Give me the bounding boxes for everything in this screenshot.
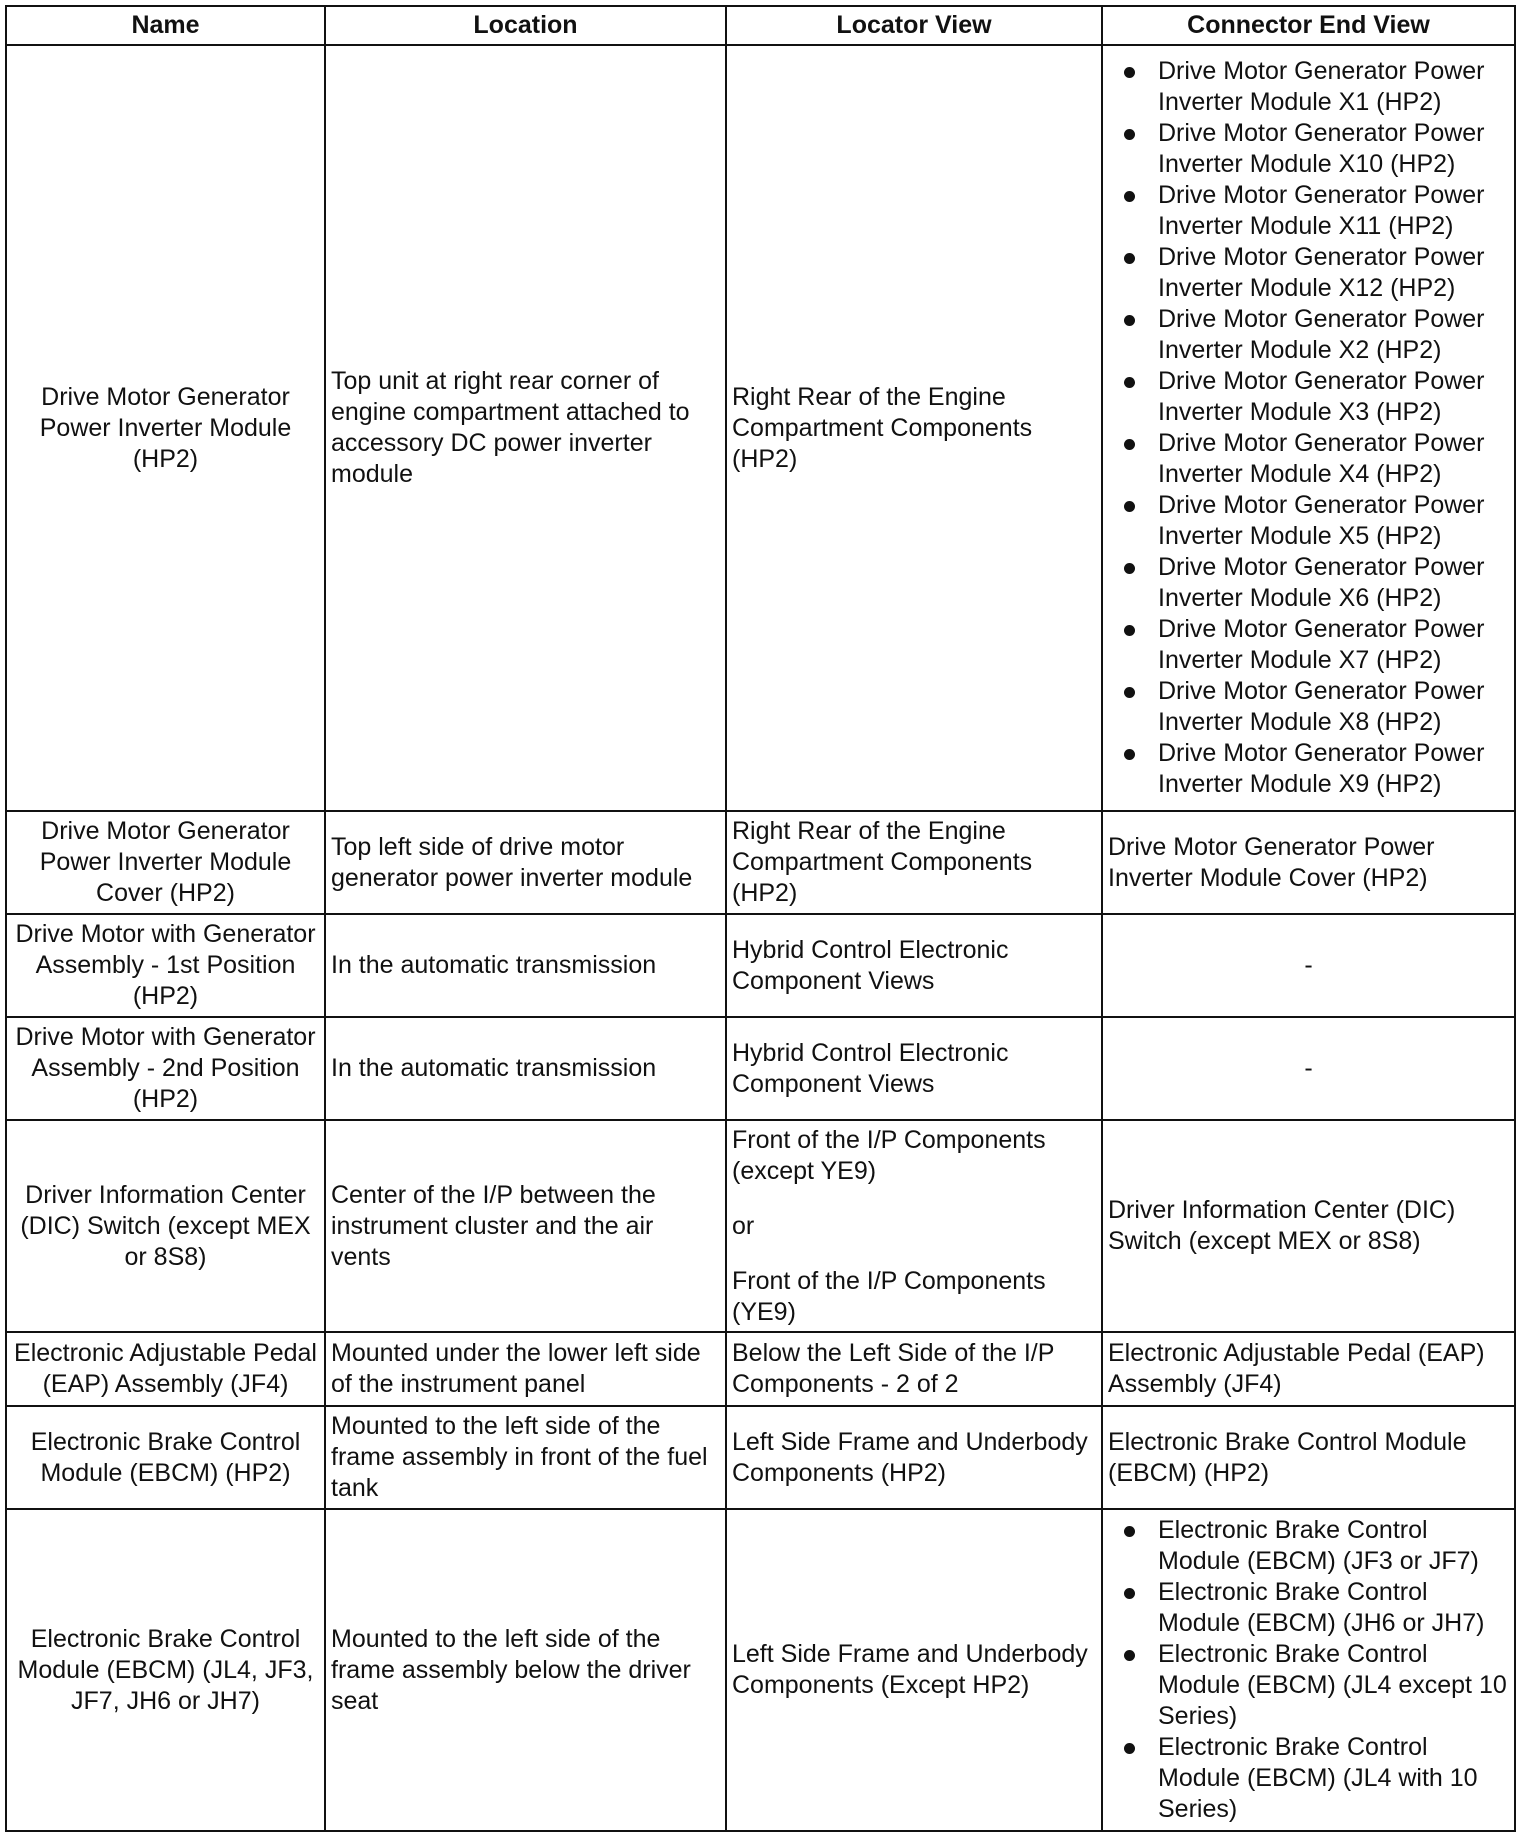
connector-list-item[interactable]: Drive Motor Generator Power Inverter Module X4 (HP2) — [1158, 428, 1509, 490]
table-row — [6, 1120, 1515, 1332]
connector-list-item[interactable]: Drive Motor Generator Power Inverter Module X2 (HP2) — [1158, 304, 1509, 366]
locator-view-link[interactable]: Front of the I/P Components (YE9) — [732, 1266, 1046, 1326]
cell-locator-view — [726, 1120, 1102, 1332]
locator-view-link[interactable]: Front of the I/P Components (except YE9) — [732, 1125, 1046, 1185]
table-row — [6, 1332, 1515, 1406]
table-row — [6, 45, 1515, 811]
cell-locator-view[interactable]: Left Side Frame and Underbody Components (HP2) — [726, 1406, 1102, 1509]
cell-connector-end-view[interactable]: Driver Information Center (DIC) Switch (except MEX or 8S8) — [1102, 1120, 1515, 1332]
connector-list-item[interactable]: Drive Motor Generator Power Inverter Module X8 (HP2) — [1158, 676, 1509, 738]
table-row — [6, 914, 1515, 1017]
cell-locator-view[interactable]: Right Rear of the Engine Compartment Components (HP2) — [726, 45, 1102, 811]
connector-list-item[interactable]: Drive Motor Generator Power Inverter Module X10 (HP2) — [1158, 118, 1509, 180]
cell-connector-end-view[interactable]: Electronic Brake Control Module (EBCM) (HP2) — [1102, 1406, 1515, 1509]
cell-name: Electronic Brake Control Module (EBCM) (HP2) — [6, 1406, 325, 1509]
cell-location: Top left side of drive motor generator power inverter module — [325, 811, 726, 914]
cell-connector-end-view: - — [1102, 1017, 1515, 1120]
connector-list — [1108, 1515, 1509, 1825]
connector-list-item[interactable]: Electronic Brake Control Module (EBCM) (JH6 or JH7) — [1158, 1577, 1509, 1639]
cell-name: Drive Motor with Generator Assembly - 2nd Position (HP2) — [6, 1017, 325, 1120]
cell-name: Electronic Brake Control Module (EBCM) (JL4, JF3, JF7, JH6 or JH7) — [6, 1509, 325, 1831]
connector-list-item[interactable]: Drive Motor Generator Power Inverter Module X3 (HP2) — [1158, 366, 1509, 428]
connector-list-item[interactable]: Drive Motor Generator Power Inverter Module X7 (HP2) — [1158, 614, 1509, 676]
connector-list-item[interactable]: Drive Motor Generator Power Inverter Module X1 (HP2) — [1158, 56, 1509, 118]
cell-name: Electronic Adjustable Pedal (EAP) Assembly (JF4) — [6, 1332, 325, 1406]
connector-list-item[interactable]: Electronic Brake Control Module (EBCM) (JL4 except 10 Series) — [1158, 1639, 1509, 1732]
connector-list-item[interactable]: Drive Motor Generator Power Inverter Module X9 (HP2) — [1158, 738, 1509, 800]
cell-name: Drive Motor Generator Power Inverter Module Cover (HP2) — [6, 811, 325, 914]
connector-list-item[interactable]: Electronic Brake Control Module (EBCM) (JF3 or JF7) — [1158, 1515, 1509, 1577]
cell-connector-end-view[interactable]: Electronic Adjustable Pedal (EAP) Assembly (JF4) — [1102, 1332, 1515, 1406]
connector-list-item[interactable]: Electronic Brake Control Module (EBCM) (JL4 with 10 Series) — [1158, 1732, 1509, 1825]
cell-connector-end-view[interactable]: Drive Motor Generator Power Inverter Module Cover (HP2) — [1102, 811, 1515, 914]
header-locator-view: Locator View — [726, 6, 1102, 45]
cell-location: Mounted to the left side of the frame assembly below the driver seat — [325, 1509, 726, 1831]
component-locator-table — [5, 5, 1516, 1832]
cell-location: Mounted under the lower left side of the instrument panel — [325, 1332, 726, 1406]
cell-connector-end-view: - — [1102, 914, 1515, 1017]
connector-list — [1108, 56, 1509, 800]
cell-locator-view[interactable]: Hybrid Control Electronic Component Views — [726, 1017, 1102, 1120]
cell-name: Drive Motor with Generator Assembly - 1st Position (HP2) — [6, 914, 325, 1017]
cell-location: Center of the I/P between the instrument cluster and the air vents — [325, 1120, 726, 1332]
cell-locator-view[interactable]: Right Rear of the Engine Compartment Components (HP2) — [726, 811, 1102, 914]
table-row — [6, 1509, 1515, 1831]
cell-location: In the automatic transmission — [325, 1017, 726, 1120]
header-row — [6, 6, 1515, 45]
cell-location: Top unit at right rear corner of engine compartment attached to accessory DC power inverter module — [325, 45, 726, 811]
cell-locator-view[interactable]: Below the Left Side of the I/P Components - 2 of 2 — [726, 1332, 1102, 1406]
cell-connector-end-view — [1102, 45, 1515, 811]
table-row — [6, 811, 1515, 914]
cell-locator-view[interactable]: Left Side Frame and Underbody Components (Except HP2) — [726, 1509, 1102, 1831]
connector-list-item[interactable]: Drive Motor Generator Power Inverter Module X12 (HP2) — [1158, 242, 1509, 304]
cell-location: Mounted to the left side of the frame assembly in front of the fuel tank — [325, 1406, 726, 1509]
table-row — [6, 1406, 1515, 1509]
header-connector-end-view: Connector End View — [1102, 6, 1515, 45]
cell-connector-end-view — [1102, 1509, 1515, 1831]
header-location: Location — [325, 6, 726, 45]
connector-list-item[interactable]: Drive Motor Generator Power Inverter Module X11 (HP2) — [1158, 180, 1509, 242]
connector-list-item[interactable]: Drive Motor Generator Power Inverter Module X5 (HP2) — [1158, 490, 1509, 552]
header-name: Name — [6, 6, 325, 45]
cell-name: Drive Motor Generator Power Inverter Module (HP2) — [6, 45, 325, 811]
cell-location: In the automatic transmission — [325, 914, 726, 1017]
locator-view-or: or — [732, 1211, 755, 1240]
table-row — [6, 1017, 1515, 1120]
cell-locator-view[interactable]: Hybrid Control Electronic Component Views — [726, 914, 1102, 1017]
connector-list-item[interactable]: Drive Motor Generator Power Inverter Module X6 (HP2) — [1158, 552, 1509, 614]
cell-name: Driver Information Center (DIC) Switch (except MEX or 8S8) — [6, 1120, 325, 1332]
